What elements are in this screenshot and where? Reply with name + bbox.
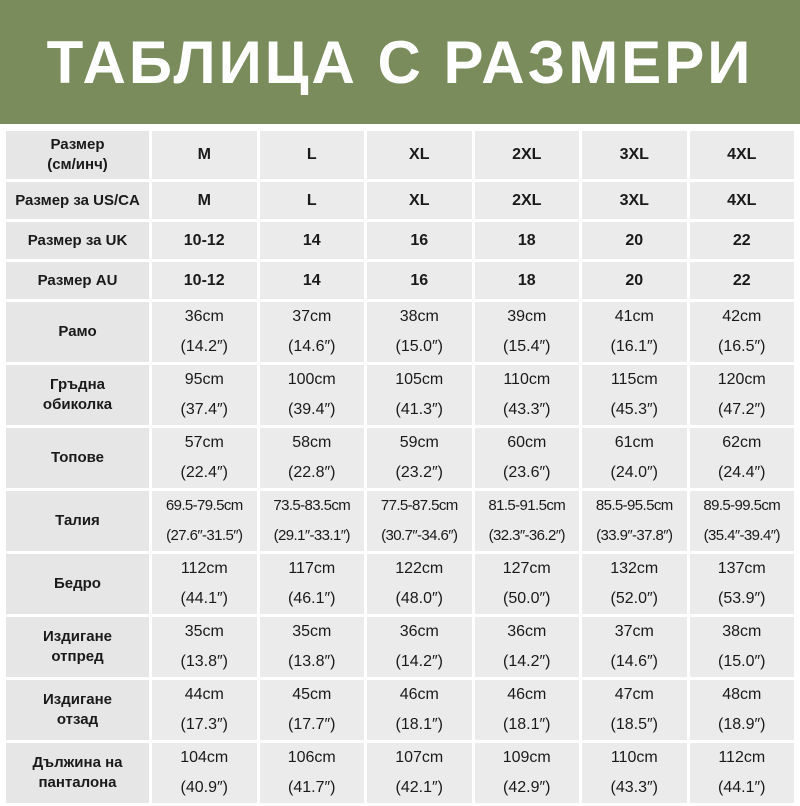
- measurement-cm: 37cm: [292, 308, 332, 325]
- measurement-inch: (45.3″): [610, 401, 658, 418]
- measurement-cm: 112cm: [180, 560, 228, 577]
- table-row: [6, 743, 794, 803]
- measurement-cm: 117cm: [288, 560, 336, 577]
- measurement-inch: (13.8″): [288, 653, 336, 670]
- cell-text-line: Гръдна: [50, 376, 105, 393]
- measurement-cell: [582, 491, 687, 551]
- measurement-cell: [367, 491, 472, 551]
- size-cell: L: [260, 182, 365, 219]
- size-cell: 4XL: [690, 131, 795, 179]
- cell-text-line: Размер за UK: [27, 231, 128, 249]
- measurement-inch: (23.6″): [503, 464, 551, 481]
- measurement-cm: 36cm: [399, 623, 439, 640]
- measurement-inch: (18.5″): [610, 716, 658, 733]
- table-row: [6, 302, 794, 362]
- measurement-cm: 89.5-99.5cm: [703, 497, 781, 514]
- measurement-inch: (18.9″): [718, 716, 766, 733]
- measurement-cm: 95cm: [184, 371, 224, 388]
- size-cell: 20: [582, 222, 687, 259]
- row-label: [6, 262, 149, 299]
- measurement-cell: [475, 743, 580, 803]
- table-row: [6, 428, 794, 488]
- measurement-cell: [690, 617, 795, 677]
- measurement-inch: (29.1″-33.1″): [273, 527, 350, 544]
- measurement-cm: 41cm: [614, 308, 654, 325]
- measurement-inch: (41.7″): [288, 779, 336, 796]
- row-label: [6, 131, 149, 179]
- measurement-cell: [152, 428, 257, 488]
- measurement-cell: [152, 680, 257, 740]
- measurement-cm: 42cm: [722, 308, 762, 325]
- row-label: [6, 302, 149, 362]
- cell-text-line: Размер AU: [37, 271, 118, 289]
- size-cell: 4XL: [690, 182, 795, 219]
- table-row: [6, 262, 794, 299]
- title-banner: [0, 0, 800, 124]
- size-chart-body: [6, 131, 794, 803]
- measurement-cell: [260, 428, 365, 488]
- cell-text-line: Издигане: [43, 628, 112, 645]
- measurement-cm: 104cm: [180, 749, 229, 766]
- row-label: [6, 743, 149, 803]
- measurement-cell: [475, 617, 580, 677]
- measurement-cell: [367, 428, 472, 488]
- measurement-cm: 81.5-91.5cm: [488, 497, 566, 514]
- measurement-inch: (13.8″): [180, 653, 228, 670]
- measurement-cell: [582, 554, 687, 614]
- size-cell: 3XL: [582, 182, 687, 219]
- cell-text-line: Рамо: [58, 323, 97, 340]
- measurement-cell: [260, 365, 365, 425]
- measurement-inch: (43.3″): [503, 401, 551, 418]
- size-cell: 18: [475, 262, 580, 299]
- measurement-inch: (32.3″-36.2″): [488, 527, 565, 544]
- measurement-cell: [152, 617, 257, 677]
- measurement-inch: (46.1″): [288, 590, 336, 607]
- measurement-cm: 36cm: [507, 623, 547, 640]
- measurement-inch: (17.3″): [180, 716, 228, 733]
- row-label: [6, 491, 149, 551]
- measurement-cm: 122cm: [395, 560, 444, 577]
- cell-text-line: отпред: [51, 648, 104, 665]
- measurement-cm: 47cm: [614, 686, 654, 703]
- measurement-cell: [690, 554, 795, 614]
- measurement-inch: (52.0″): [610, 590, 658, 607]
- measurement-cm: 60cm: [507, 434, 547, 451]
- measurement-cell: [152, 365, 257, 425]
- size-cell: 16: [367, 222, 472, 259]
- measurement-inch: (39.4″): [288, 401, 336, 418]
- measurement-inch: (27.6″-31.5″): [166, 527, 243, 544]
- measurement-inch: (18.1″): [395, 716, 443, 733]
- measurement-inch: (22.4″): [180, 464, 228, 481]
- size-cell: 2XL: [475, 182, 580, 219]
- size-cell: L: [260, 131, 365, 179]
- measurement-cm: 38cm: [399, 308, 439, 325]
- cell-text-line: Бедро: [54, 575, 101, 592]
- measurement-cm: 46cm: [507, 686, 547, 703]
- size-cell: 2XL: [475, 131, 580, 179]
- cell-text-line: Дължина на: [32, 754, 123, 771]
- table-row: [6, 680, 794, 740]
- measurement-inch: (33.9″-37.8″): [596, 527, 673, 544]
- table-row: [6, 491, 794, 551]
- measurement-cell: [690, 302, 795, 362]
- size-cell: 18: [475, 222, 580, 259]
- measurement-cell: [690, 743, 795, 803]
- measurement-cm: 48cm: [722, 686, 762, 703]
- row-label: [6, 428, 149, 488]
- measurement-inch: (53.9″): [718, 590, 766, 607]
- measurement-cell: [690, 491, 795, 551]
- measurement-cell: [582, 617, 687, 677]
- measurement-cell: [690, 680, 795, 740]
- measurement-inch: (18.1″): [503, 716, 551, 733]
- measurement-inch: (30.7″-34.6″): [381, 527, 458, 544]
- size-chart-table: [3, 128, 797, 806]
- measurement-cm: 110cm: [503, 371, 551, 388]
- measurement-cm: 120cm: [717, 371, 766, 388]
- measurement-cell: [475, 302, 580, 362]
- page-title: ТАБЛИЦА С РАЗМЕРИ: [46, 28, 754, 96]
- measurement-cm: 36cm: [184, 308, 224, 325]
- measurement-cell: [582, 743, 687, 803]
- measurement-cm: 69.5-79.5cm: [165, 497, 243, 514]
- measurement-cm: 115cm: [610, 371, 658, 388]
- measurement-inch: (14.2″): [395, 653, 443, 670]
- size-cell: 22: [690, 262, 795, 299]
- measurement-cell: [260, 617, 365, 677]
- measurement-cm: 46cm: [399, 686, 439, 703]
- measurement-inch: (14.6″): [610, 653, 658, 670]
- measurement-cm: 100cm: [287, 371, 336, 388]
- cell-text-line: (см/инч): [47, 156, 108, 173]
- measurement-inch: (14.2″): [180, 338, 228, 355]
- measurement-inch: (50.0″): [503, 590, 551, 607]
- measurement-cell: [367, 743, 472, 803]
- measurement-inch: (15.0″): [718, 653, 766, 670]
- size-cell: 20: [582, 262, 687, 299]
- measurement-cm: 77.5-87.5cm: [380, 497, 458, 514]
- measurement-cm: 39cm: [507, 308, 547, 325]
- table-row: [6, 617, 794, 677]
- measurement-inch: (17.7″): [288, 716, 336, 733]
- row-label: [6, 222, 149, 259]
- measurement-inch: (15.0″): [395, 338, 443, 355]
- measurement-inch: (44.1″): [718, 779, 766, 796]
- measurement-inch: (43.3″): [610, 779, 658, 796]
- cell-text-line: Размер за US/CA: [15, 191, 140, 209]
- measurement-cm: 110cm: [610, 749, 658, 766]
- measurement-cell: [152, 302, 257, 362]
- measurement-inch: (40.9″): [180, 779, 228, 796]
- size-cell: 14: [260, 262, 365, 299]
- measurement-cell: [475, 365, 580, 425]
- measurement-cell: [367, 365, 472, 425]
- measurement-cell: [260, 491, 365, 551]
- size-table-container: [0, 124, 800, 800]
- measurement-cm: 45cm: [292, 686, 332, 703]
- measurement-cell: [475, 428, 580, 488]
- size-cell: XL: [367, 182, 472, 219]
- measurement-inch: (24.4″): [718, 464, 766, 481]
- cell-text-line: Топове: [51, 449, 104, 466]
- measurement-cell: [260, 743, 365, 803]
- size-cell: 16: [367, 262, 472, 299]
- cell-text-line: отзад: [56, 711, 99, 728]
- size-cell: 14: [260, 222, 365, 259]
- measurement-cell: [690, 365, 795, 425]
- measurement-cell: [690, 428, 795, 488]
- measurement-inch: (16.5″): [718, 338, 766, 355]
- measurement-cm: 35cm: [184, 623, 224, 640]
- size-cell: M: [152, 182, 257, 219]
- measurement-cell: [152, 491, 257, 551]
- measurement-cm: 137cm: [717, 560, 766, 577]
- size-cell: XL: [367, 131, 472, 179]
- measurement-cm: 59cm: [399, 434, 439, 451]
- measurement-cell: [367, 680, 472, 740]
- measurement-cm: 106cm: [287, 749, 336, 766]
- row-label: [6, 617, 149, 677]
- measurement-cm: 105cm: [395, 371, 444, 388]
- measurement-cm: 73.5-83.5cm: [273, 497, 351, 514]
- measurement-cell: [475, 491, 580, 551]
- measurement-cm: 38cm: [722, 623, 762, 640]
- measurement-cm: 61cm: [614, 434, 654, 451]
- measurement-cm: 44cm: [184, 686, 224, 703]
- measurement-cm: 62cm: [722, 434, 762, 451]
- measurement-inch: (41.3″): [395, 401, 443, 418]
- measurement-cell: [260, 680, 365, 740]
- measurement-inch: (14.6″): [288, 338, 336, 355]
- measurement-cm: 107cm: [395, 749, 444, 766]
- size-cell: 10-12: [152, 262, 257, 299]
- measurement-inch: (47.2″): [718, 401, 766, 418]
- measurement-cm: 85.5-95.5cm: [595, 497, 673, 514]
- measurement-cm: 37cm: [614, 623, 654, 640]
- measurement-cell: [152, 554, 257, 614]
- table-row: [6, 554, 794, 614]
- measurement-cm: 109cm: [502, 749, 551, 766]
- measurement-cell: [260, 302, 365, 362]
- size-cell: M: [152, 131, 257, 179]
- table-row: [6, 182, 794, 219]
- row-label: [6, 365, 149, 425]
- measurement-cell: [152, 743, 257, 803]
- measurement-cm: 57cm: [184, 434, 224, 451]
- measurement-cell: [475, 680, 580, 740]
- size-cell: 22: [690, 222, 795, 259]
- measurement-cell: [367, 302, 472, 362]
- size-cell: 10-12: [152, 222, 257, 259]
- measurement-inch: (16.1″): [610, 338, 658, 355]
- table-row: [6, 131, 794, 179]
- measurement-inch: (35.4″-39.4″): [703, 527, 780, 544]
- measurement-inch: (24.0″): [610, 464, 658, 481]
- measurement-cell: [582, 365, 687, 425]
- measurement-cell: [582, 680, 687, 740]
- measurement-cm: 132cm: [610, 560, 659, 577]
- row-label: [6, 554, 149, 614]
- measurement-cm: 127cm: [502, 560, 551, 577]
- measurement-cell: [582, 428, 687, 488]
- measurement-inch: (44.1″): [180, 590, 228, 607]
- measurement-inch: (15.4″): [503, 338, 551, 355]
- measurement-cm: 58cm: [292, 434, 332, 451]
- measurement-cell: [367, 617, 472, 677]
- table-row: [6, 222, 794, 259]
- measurement-inch: (23.2″): [395, 464, 443, 481]
- size-cell: 3XL: [582, 131, 687, 179]
- measurement-cell: [475, 554, 580, 614]
- measurement-cm: 112cm: [718, 749, 766, 766]
- measurement-inch: (14.2″): [503, 653, 551, 670]
- cell-text-line: Талия: [55, 512, 100, 529]
- cell-text-line: Размер: [50, 136, 105, 153]
- measurement-inch: (48.0″): [395, 590, 443, 607]
- measurement-inch: (22.8″): [288, 464, 336, 481]
- cell-text-line: панталона: [38, 774, 117, 791]
- measurement-inch: (42.1″): [395, 779, 443, 796]
- measurement-cell: [367, 554, 472, 614]
- measurement-cell: [260, 554, 365, 614]
- measurement-inch: (37.4″): [180, 401, 228, 418]
- measurement-cell: [582, 302, 687, 362]
- cell-text-line: Издигане: [43, 691, 112, 708]
- row-label: [6, 680, 149, 740]
- cell-text-line: обиколка: [42, 396, 113, 413]
- table-row: [6, 365, 794, 425]
- measurement-inch: (42.9″): [503, 779, 551, 796]
- row-label: [6, 182, 149, 219]
- measurement-cm: 35cm: [292, 623, 332, 640]
